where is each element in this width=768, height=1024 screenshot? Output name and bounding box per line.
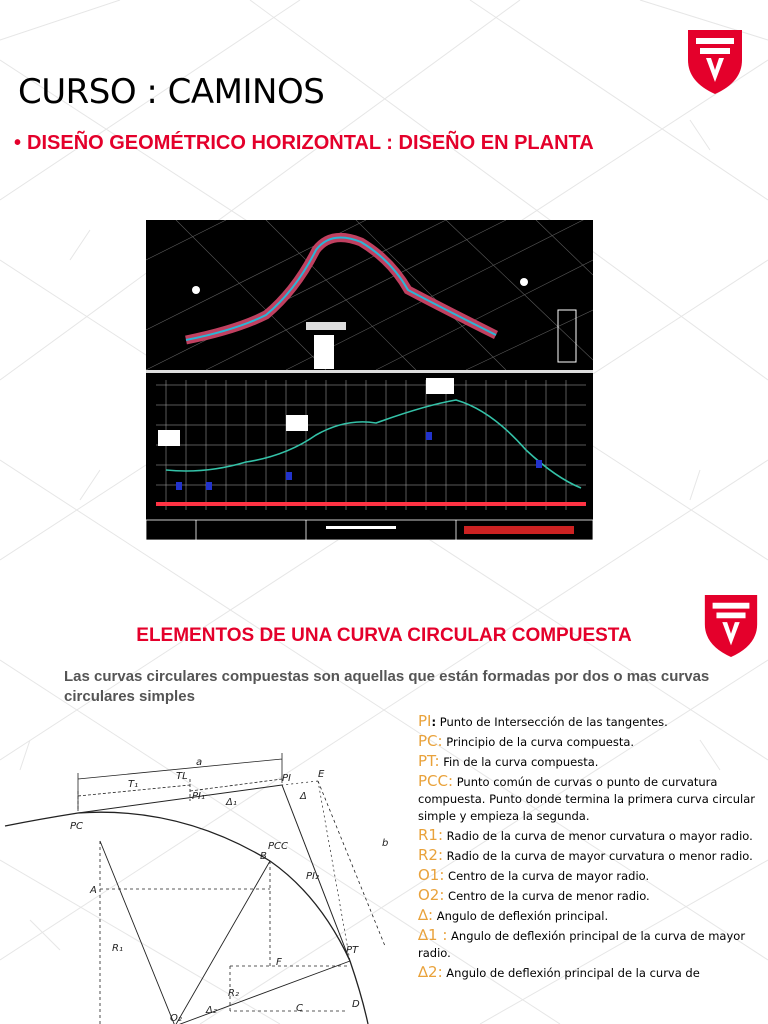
label-d: D [352,999,360,1010]
definition-text: Radio de la curva de mayor curvatura o menor radio. [443,849,753,863]
label-delta: Δ [300,791,307,802]
label-e: E [318,769,325,780]
definition-term: ∆1 : [418,926,448,944]
definition-term: PCC: [418,772,454,790]
label-b: b [382,838,389,849]
definition-item [418,753,763,771]
label-pt: PT [346,945,359,956]
definition-term: R1: [418,826,444,844]
definitions-list [418,713,763,984]
definition-term: O2: [418,886,445,904]
label-pc: PC [70,821,84,832]
label-a: a [196,757,203,768]
definition-term: ∆2: [418,963,443,981]
definition-item [418,964,763,982]
label-r2: R₂ [228,988,239,999]
label-delta1: Δ₁ [226,797,237,808]
label-delta2: Δ₂ [206,1005,217,1016]
label-o2: O₂ [170,1013,182,1024]
definition-item [418,847,763,865]
label-c: C [296,1003,303,1014]
definition-term: PC: [418,732,443,750]
label-pcc: PCC [268,841,288,852]
definition-term: PI [418,712,432,730]
definition-term: ∆: [418,906,434,924]
definition-text: Principio de la curva compuesta. [442,735,635,749]
definition-text: Punto común de curvas o punto de curvatura compuesta. Punto donde termina la primera curva circular simple y empieza la segunda. [418,775,755,823]
definition-sep: : [431,715,437,729]
page-title: CURSO : CAMINOS [18,72,325,112]
label-pi1: PI₁ [192,791,205,802]
definition-item [418,733,763,751]
definition-item [418,713,763,731]
definition-term: O1: [418,866,445,884]
definition-text: Centro de la curva de menor radio. [444,889,650,903]
compound-curve-diagram [0,721,412,1024]
definition-term: PT: [418,752,440,770]
definition-text: Angulo de deflexión principal. [433,909,609,923]
definition-item [418,887,763,905]
university-logo [686,30,744,94]
label-t1: T₁ [128,779,139,790]
definition-text: Fin de la curva compuesta. [439,755,599,769]
definition-text: Centro de la curva de mayor radio. [444,869,650,883]
subtitle-text: DISEÑO GEOMÉTRICO HORIZONTAL : DISEÑO EN PLANTA [27,132,594,154]
slide-2 [0,585,768,1024]
definition-text: Radio de la curva de menor curvatura o mayor radio. [443,829,753,843]
definition-item [418,867,763,885]
definition-item [418,827,763,845]
intro-text: Las curvas circulares compuestas son aquellas que están formadas por dos o mas curvas circulares simples [64,668,710,705]
definition-item [418,927,763,962]
definition-item [418,907,763,925]
bullet: • [14,132,22,154]
definition-text: Punto de Intersección de las tangentes. [436,715,668,729]
label-r1: R₁ [112,943,123,954]
definition-term: R2: [418,846,444,864]
definition-item [418,773,763,825]
label-b-point: B [260,851,267,862]
label-a-point: A [90,885,97,896]
label-pi2: PI₂ [306,871,319,882]
definition-text: Angulo de deflexión principal de la curva de [442,966,700,980]
section-title: ELEMENTOS DE UNA CURVA CIRCULAR COMPUESTA [136,625,632,646]
label-tl: TL [176,771,188,782]
subtitle [14,132,594,155]
label-f: F [276,957,282,968]
label-pi: PI [282,773,291,784]
cad-road-plan-image [146,220,593,540]
definition-text: Angulo de deflexión principal de la curva de mayor radio. [418,929,746,960]
